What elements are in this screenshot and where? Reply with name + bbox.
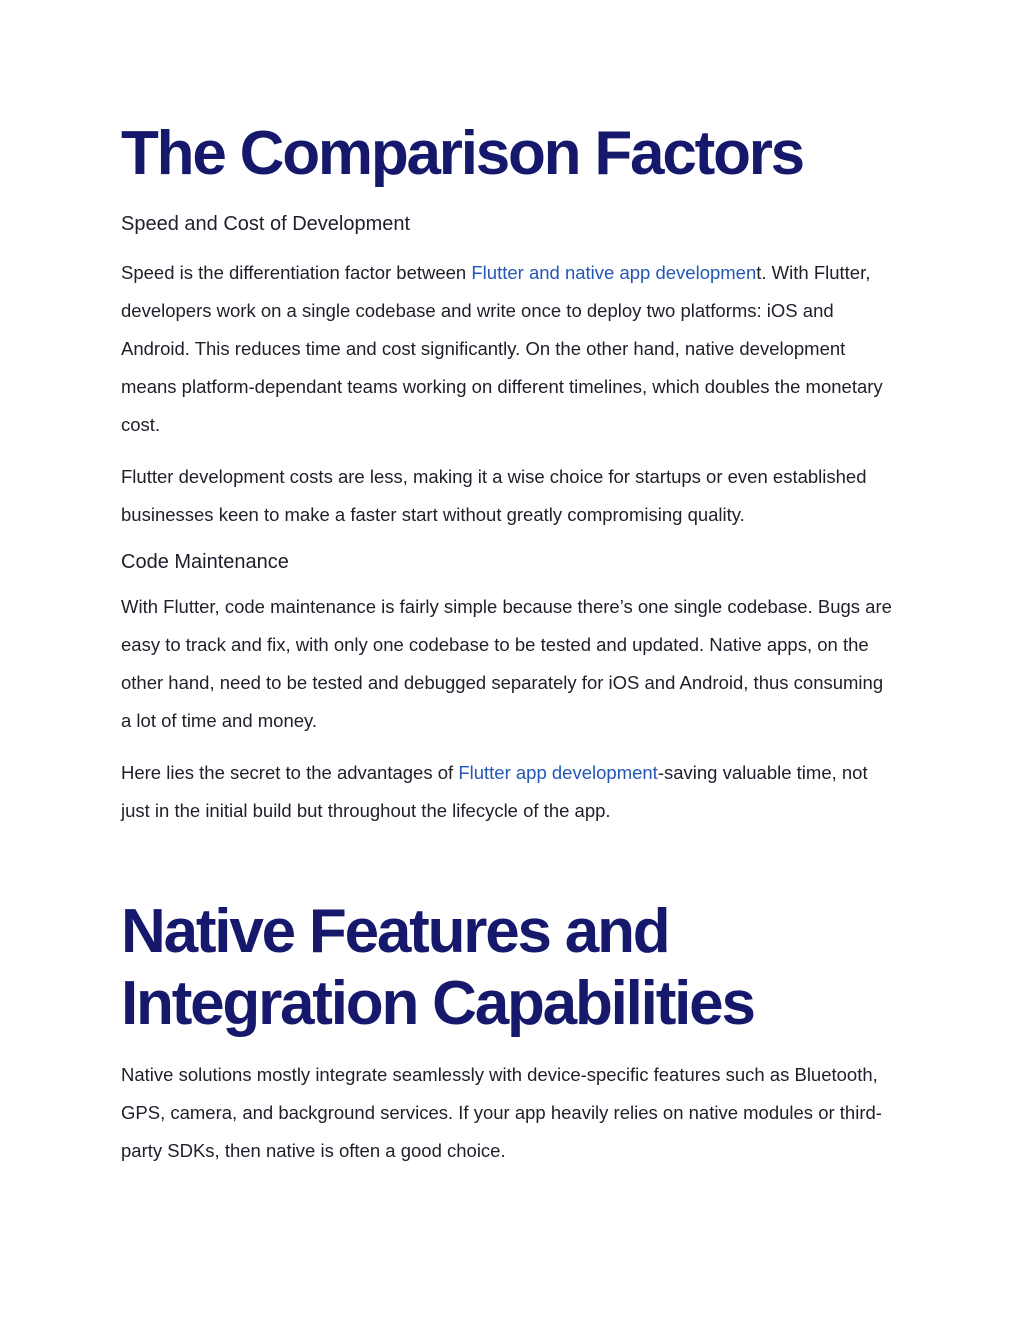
paragraph-text: Speed is the differentiation factor between	[121, 262, 472, 283]
heading-line-2: Integration Capabilities	[121, 969, 754, 1038]
paragraph-native-solutions: Native solutions mostly integrate seamlessly with device-specific features such as Bluetooth, GPS, camera, and background services. If your app heavily relies on native modules or third-party SDKs, then native is often a good choice.	[121, 1064, 882, 1161]
link-flutter-app-development[interactable]: Flutter app development	[458, 762, 658, 783]
paragraph-maintenance: With Flutter, code maintenance is fairly simple because there’s one single codebase. Bugs are easy to track and fix, with only one codebase to be tested and updated. Native apps, on the other hand, need to be tested and debugged separately for iOS and Android, thus consuming a lot of time and money.	[121, 596, 892, 731]
subheading-code-maintenance: Code Maintenance	[121, 551, 289, 573]
document-page	[121, 112, 896, 1170]
paragraph-costs: Flutter development costs are less, making it a wise choice for startups or even established businesses keen to make a faster start without greatly compromising quality.	[121, 466, 867, 525]
paragraph-text: Here lies the secret to the advantages of	[121, 762, 459, 783]
paragraph-text: -saving valuable time, not just in the initial build but throughout the lifecycle of the app.	[121, 762, 868, 821]
link-flutter-and-native-app-development[interactable]: Flutter and native app developmen	[471, 262, 757, 283]
subheading-speed-and-cost: Speed and Cost of Development	[121, 213, 411, 235]
paragraph-advantages	[121, 754, 896, 830]
heading-line-1: Native Features and	[121, 897, 669, 966]
paragraph-speed	[121, 254, 896, 444]
section-heading-native-features	[121, 896, 896, 1040]
section-heading-comparison-factors: The Comparison Factors	[121, 119, 803, 188]
paragraph-text: t. With Flutter, developers work on a single codebase and write once to deploy two platforms: iOS and Android. This reduces time and cost significantly. On the other hand, native development means platform-dependant teams working on different timelines, which doubles the monetary cost.	[121, 262, 883, 435]
